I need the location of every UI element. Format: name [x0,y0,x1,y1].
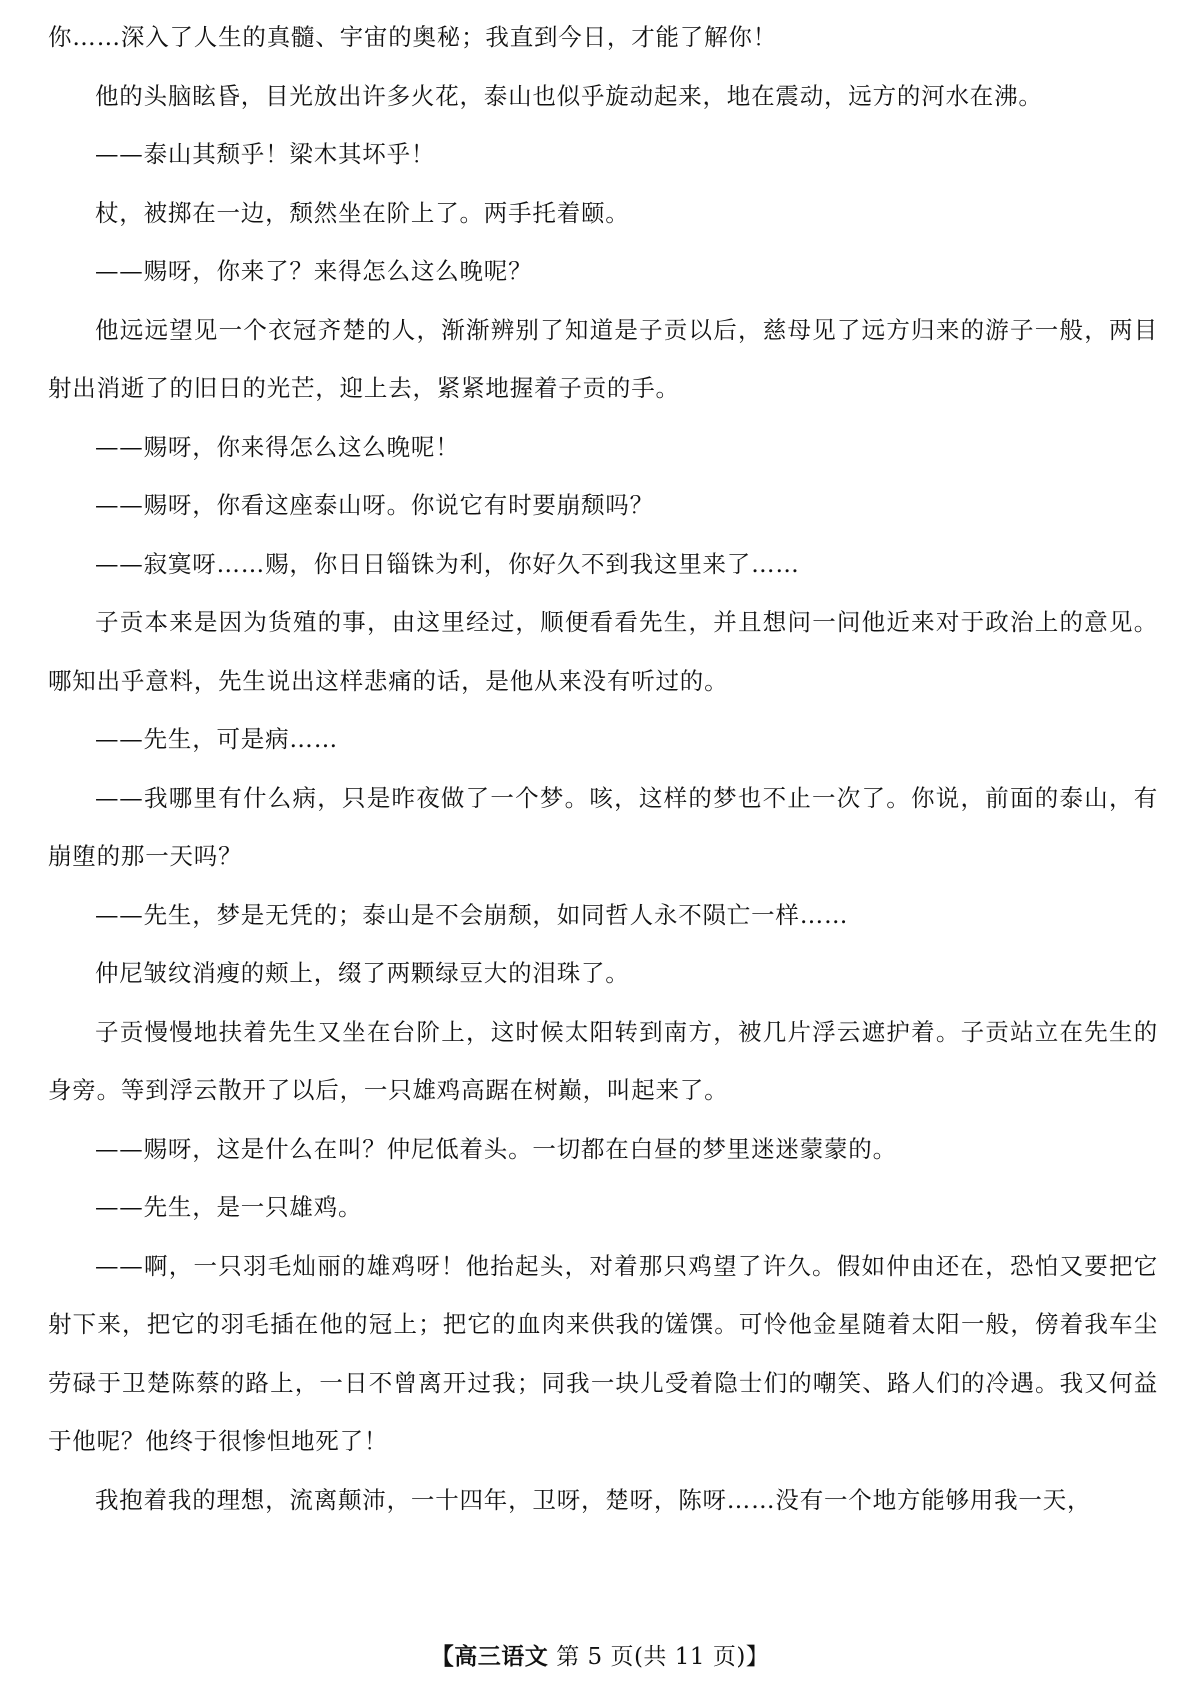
document-body [48,8,1158,1529]
paragraph: 他远远望见一个衣冠齐楚的人，渐渐辨别了知道是子贡以后，慈母见了远方归来的游子一般，两目射出消逝了的旧日的光芒，迎上去，紧紧地握着子贡的手。 [48,315,1158,402]
paragraph: 他的头脑眩昏，目光放出许多火花，泰山也似乎旋动起来，地在震动，远方的河水在沸。 [95,81,1043,110]
page-footer [0,1638,1200,1671]
paragraph: 子贡本来是因为货殖的事，由这里经过，顺便看看先生，并且想问一问他近来对于政治上的意见。哪知出乎意料，先生说出这样悲痛的话，是他从来没有听过的。 [48,608,1158,695]
paragraph: 子贡慢慢地扶着先生又坐在台阶上，这时候太阳转到南方，被几片浮云遮护着。子贡站立在先生的身旁。等到浮云散开了以后，一只雄鸡高踞在树巅，叫起来了。 [48,1017,1158,1104]
paragraph: ——我哪里有什么病，只是昨夜做了一个梦。咳，这样的梦也不止一次了。你说，前面的泰山，有崩堕的那一天吗？ [48,783,1158,870]
paragraph: ——赐呀，你看这座泰山呀。你说它有时要崩颓吗？ [95,491,654,519]
paragraph: 仲尼皱纹消瘦的颊上，缀了两颗绿豆大的泪珠了。 [95,959,630,987]
paragraph: ——赐呀，你来了？来得怎么这么晚呢？ [95,257,533,285]
paragraph: ——赐呀，你来得怎么这么晚呢！ [95,432,460,461]
paragraph: 你……深入了人生的真髓、宇宙的奥秘；我直到今日，才能了解你！ [48,23,777,51]
paragraph: ——啊，一只羽毛灿丽的雄鸡呀！他抬起头，对着那只鸡望了许久。假如仲由还在，恐怕又要把它射下来，把它的羽毛插在他的冠上；把它的血肉来供我的馐馔。可怜他金星随着太阳一般，傍着我车尘劳碌于卫楚陈蔡的路上，一日不曾离开过我；同我一块儿受着隐士们的嘲笑、路人们的冷遇。我又何益于他呢？他终于很惨怛地死了！ [48,1251,1158,1455]
paragraph: 杖，被掷在一边，颓然坐在阶上了。两手托着颐。 [95,198,630,227]
footer-page-number: 第 5 页(共 11 页)】 [556,1644,770,1670]
paragraph: ——泰山其颓乎！梁木其坏乎！ [95,140,436,168]
paragraph: ——先生，梦是无凭的；泰山是不会崩颓，如同哲人永不陨亡一样…… [95,900,849,929]
footer-subject-tag: 【高三语文 [430,1644,549,1670]
paragraph: ——先生，是一只雄鸡。 [95,1193,363,1221]
paragraph: 我抱着我的理想，流离颠沛，一十四年，卫呀，楚呀，陈呀……没有一个地方能够用我一天， [95,1485,1092,1514]
paragraph: ——先生，可是病…… [95,725,338,753]
paragraph: ——寂寞呀……赐，你日日锱铢为利，你好久不到我这里来了…… [95,549,800,578]
paragraph: ——赐呀，这是什么在叫？仲尼低着头。一切都在白昼的梦里迷迷蒙蒙的。 [95,1134,897,1163]
